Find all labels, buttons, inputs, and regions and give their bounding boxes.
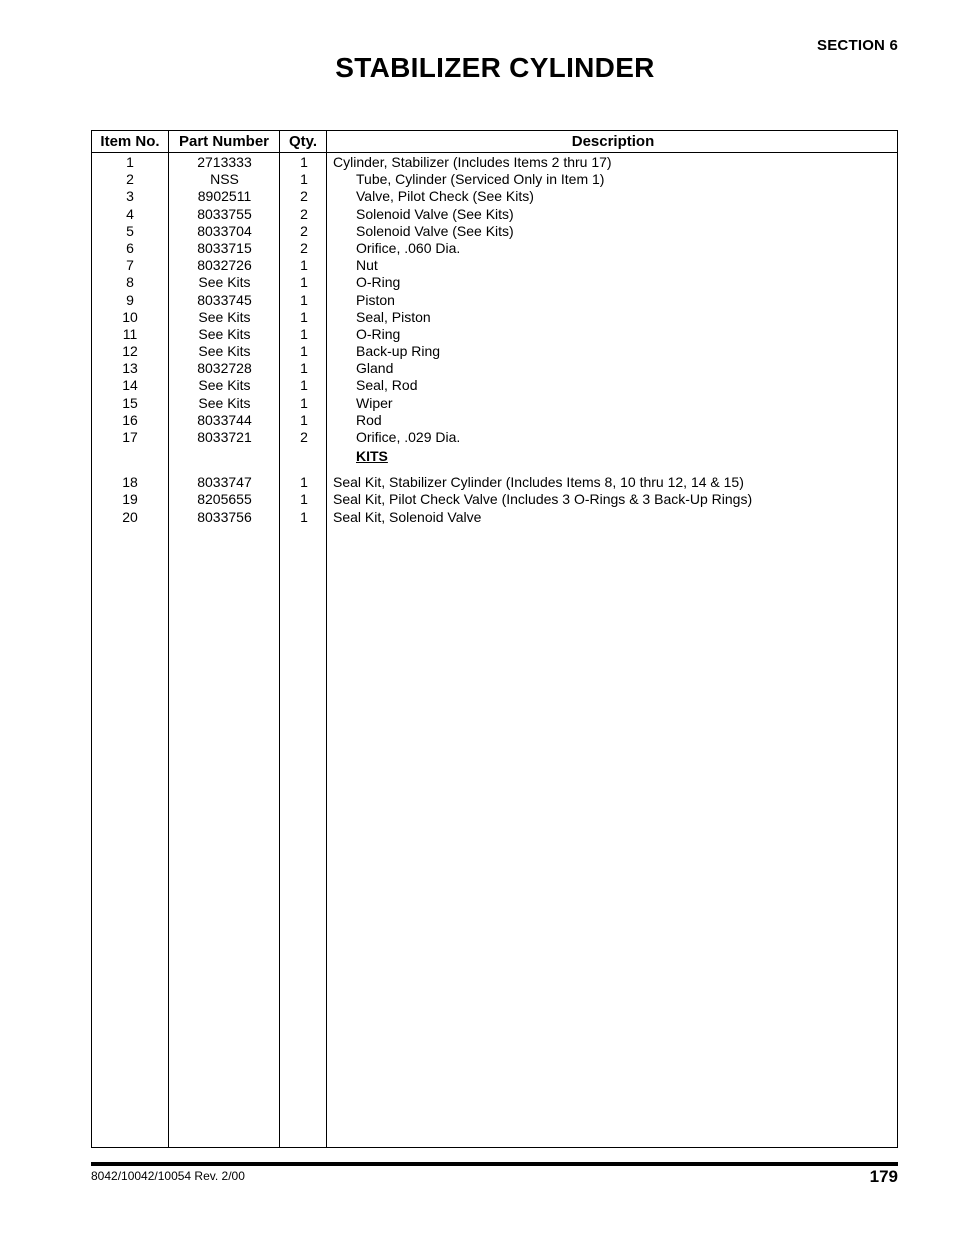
item-number: 17 (122, 429, 138, 445)
table-row (92, 491, 897, 508)
table-row (92, 171, 897, 188)
table-row (92, 429, 897, 446)
part-number: See Kits (198, 394, 251, 411)
part-number: See Kits (198, 274, 251, 291)
part-number: See Kits (198, 325, 251, 342)
item-number: 14 (122, 377, 138, 394)
description: Seal Kit, Stabilizer Cylinder (Includes Items 8, 10 thru 12, 14 & 15) (333, 474, 744, 491)
item-number: 9 (126, 291, 134, 308)
header-description: Description (571, 133, 655, 150)
description: Cylinder, Stabilizer (Includes Items 2 thru 17) (333, 154, 612, 170)
table-row (92, 292, 897, 309)
item-number: 11 (122, 325, 138, 342)
quantity: 1 (300, 308, 308, 325)
item-number: 12 (122, 343, 138, 360)
description: Seal Kit, Pilot Check Valve (Includes 3 O-Rings & 3 Back-Up Rings) (333, 491, 753, 508)
description: Tube, Cylinder (Serviced Only in Item 1) (356, 171, 605, 188)
quantity: 1 (300, 360, 308, 377)
part-number: 2713333 (197, 154, 252, 170)
item-number: 1 (126, 154, 134, 170)
table-row (92, 274, 897, 291)
table-row (92, 257, 897, 274)
description: O-Ring (356, 325, 401, 342)
item-number: 8 (126, 274, 134, 291)
quantity: 1 (300, 274, 308, 291)
table-row (92, 223, 897, 240)
part-number: 8033721 (197, 429, 252, 445)
part-number: 8033715 (197, 239, 252, 256)
table-row (92, 377, 897, 394)
quantity: 1 (300, 491, 308, 508)
part-number: See Kits (198, 343, 251, 360)
part-number: 8033704 (197, 222, 252, 239)
quantity: 1 (300, 377, 308, 394)
item-number: 19 (122, 491, 138, 508)
table-row (92, 395, 897, 412)
table-row (92, 326, 897, 343)
page-number: 179 (869, 1167, 898, 1186)
table-row (92, 474, 897, 491)
part-number: See Kits (198, 377, 251, 394)
quantity: 1 (300, 474, 308, 491)
quantity: 2 (300, 222, 308, 239)
table-body (92, 154, 897, 526)
description: Rod (356, 411, 382, 428)
part-number: See Kits (198, 308, 251, 325)
description: Seal, Rod (356, 377, 418, 394)
quantity: 2 (300, 429, 308, 445)
quantity: 1 (300, 257, 308, 274)
table-row (92, 154, 897, 171)
quantity: 2 (300, 205, 308, 222)
table-header (92, 131, 897, 153)
table-row (92, 509, 897, 526)
part-number: 8902511 (197, 188, 252, 205)
description: Solenoid Valve (See Kits) (356, 205, 514, 222)
header-part-number: Part Number (178, 133, 270, 150)
item-number: 7 (126, 257, 134, 274)
description: Valve, Pilot Check (See Kits) (356, 188, 534, 205)
description: O-Ring (356, 274, 401, 291)
description: Back-up Ring (356, 343, 441, 360)
item-number: 10 (122, 308, 138, 325)
part-number: 8033744 (197, 411, 252, 428)
quantity: 1 (300, 508, 308, 525)
item-number: 15 (122, 394, 138, 411)
section-label: SECTION 6 (817, 37, 898, 54)
quantity: 1 (300, 291, 308, 308)
table-row (92, 343, 897, 360)
item-number: 6 (126, 239, 134, 256)
kits-heading: KITS (356, 448, 388, 465)
quantity: 1 (300, 171, 308, 188)
part-number: 8032728 (197, 360, 252, 377)
item-number: 4 (126, 205, 134, 222)
table-row (92, 206, 897, 223)
description: Seal, Piston (356, 308, 431, 325)
item-number: 3 (126, 188, 134, 205)
part-number: 8033756 (197, 508, 252, 525)
item-number: 18 (122, 474, 138, 491)
header-qty: Qty. (288, 133, 318, 150)
quantity: 1 (300, 343, 308, 360)
quantity: 1 (300, 411, 308, 428)
revision-note: 8042/10042/10054 Rev. 2/00 (91, 1169, 245, 1183)
part-number: 8033745 (197, 291, 252, 308)
description: Orifice, .060 Dia. (356, 239, 461, 256)
part-number: 8033755 (197, 205, 252, 222)
part-number: 8205655 (197, 491, 252, 508)
part-number: 8032726 (197, 257, 252, 274)
description: Piston (356, 291, 395, 308)
description: Wiper (356, 394, 393, 411)
item-number: 16 (122, 411, 138, 428)
table-row (92, 188, 897, 205)
footer-rule (91, 1162, 898, 1166)
description: Gland (356, 360, 394, 377)
item-number: 13 (122, 360, 138, 377)
item-number: 20 (122, 508, 138, 525)
part-number: 8033747 (197, 474, 252, 491)
part-number: NSS (210, 171, 239, 188)
page-title: STABILIZER CYLINDER (335, 52, 655, 83)
item-number: 2 (126, 171, 134, 188)
header-item-no: Item No. (100, 133, 160, 150)
item-number: 5 (126, 222, 134, 239)
description: Orifice, .029 Dia. (356, 429, 461, 445)
kits-section (92, 446, 897, 474)
quantity: 1 (300, 394, 308, 411)
table-row (92, 309, 897, 326)
quantity: 1 (300, 154, 308, 170)
description: Nut (356, 257, 378, 274)
quantity: 2 (300, 188, 308, 205)
table-row (92, 240, 897, 257)
table-row (92, 360, 897, 377)
quantity: 2 (300, 239, 308, 256)
description: Seal Kit, Solenoid Valve (333, 508, 482, 525)
description: Solenoid Valve (See Kits) (356, 222, 514, 239)
parts-table (91, 130, 898, 1148)
quantity: 1 (300, 325, 308, 342)
table-row (92, 412, 897, 429)
